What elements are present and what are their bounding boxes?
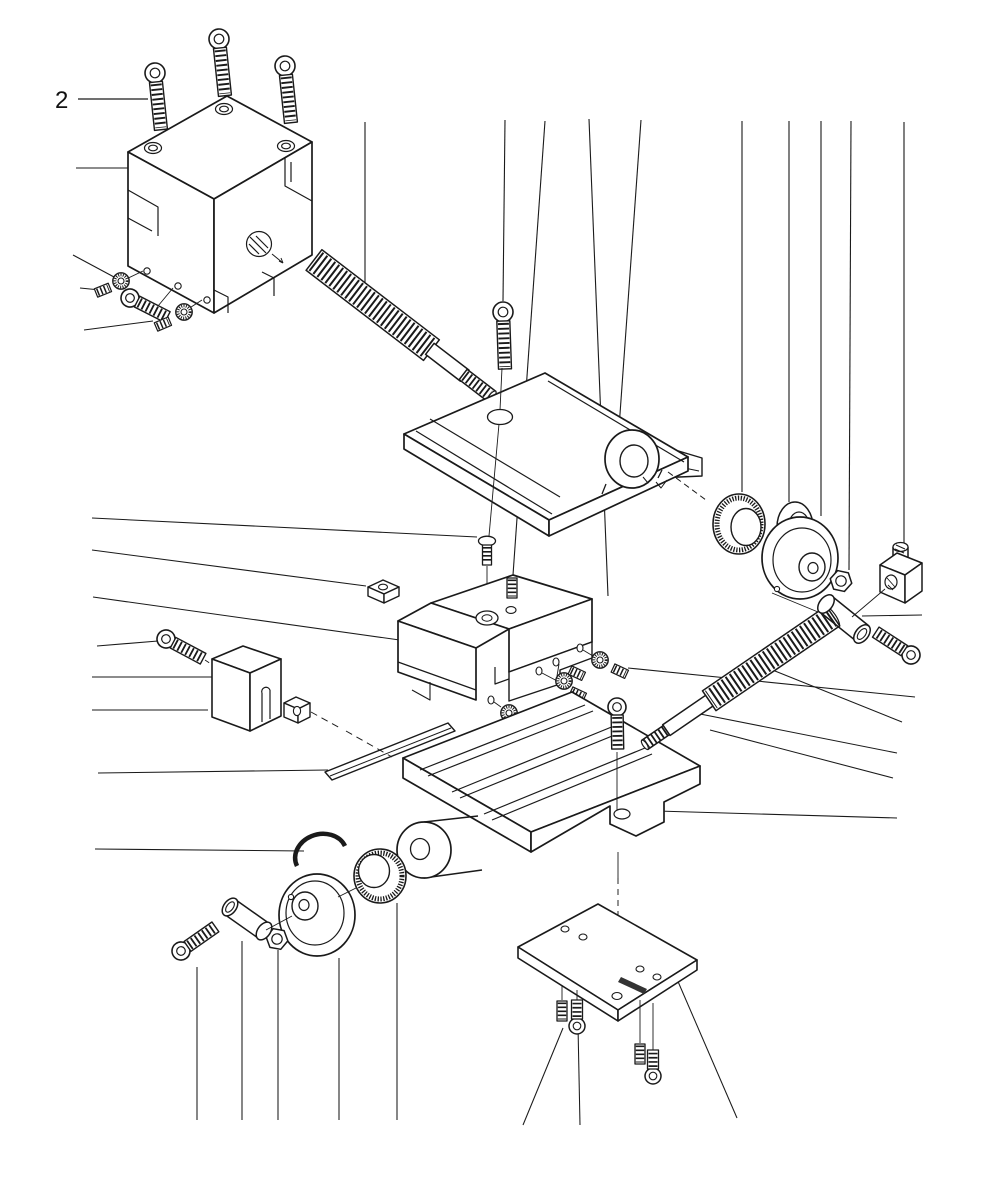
spring-washer-left — [295, 834, 345, 866]
bracket-screw — [154, 627, 207, 667]
spacer-sleeve-left — [219, 895, 275, 943]
cap-screw-right — [871, 625, 924, 668]
handwheel-assembly-left — [168, 834, 406, 964]
square-nut — [368, 580, 399, 603]
graduated-collar-left — [354, 849, 406, 903]
callout-2 — [55, 87, 148, 114]
handwheel-right — [762, 517, 838, 599]
set-screw-vertical — [507, 578, 517, 598]
base-slide — [397, 692, 700, 878]
handwheel-left — [279, 874, 355, 956]
base-plate — [518, 904, 697, 1021]
leadscrew-top — [306, 250, 502, 409]
bearing-boss — [397, 816, 482, 878]
nut-bracket — [154, 627, 392, 757]
callout-label-2: 2 — [55, 87, 69, 114]
graduated-collar-right — [713, 494, 765, 554]
cap-screw-left — [168, 920, 220, 964]
bracket-washer — [284, 697, 310, 723]
leadscrew-nut-block — [880, 543, 922, 604]
leadscrew-bottom — [636, 605, 841, 756]
slide-plate — [404, 373, 706, 536]
